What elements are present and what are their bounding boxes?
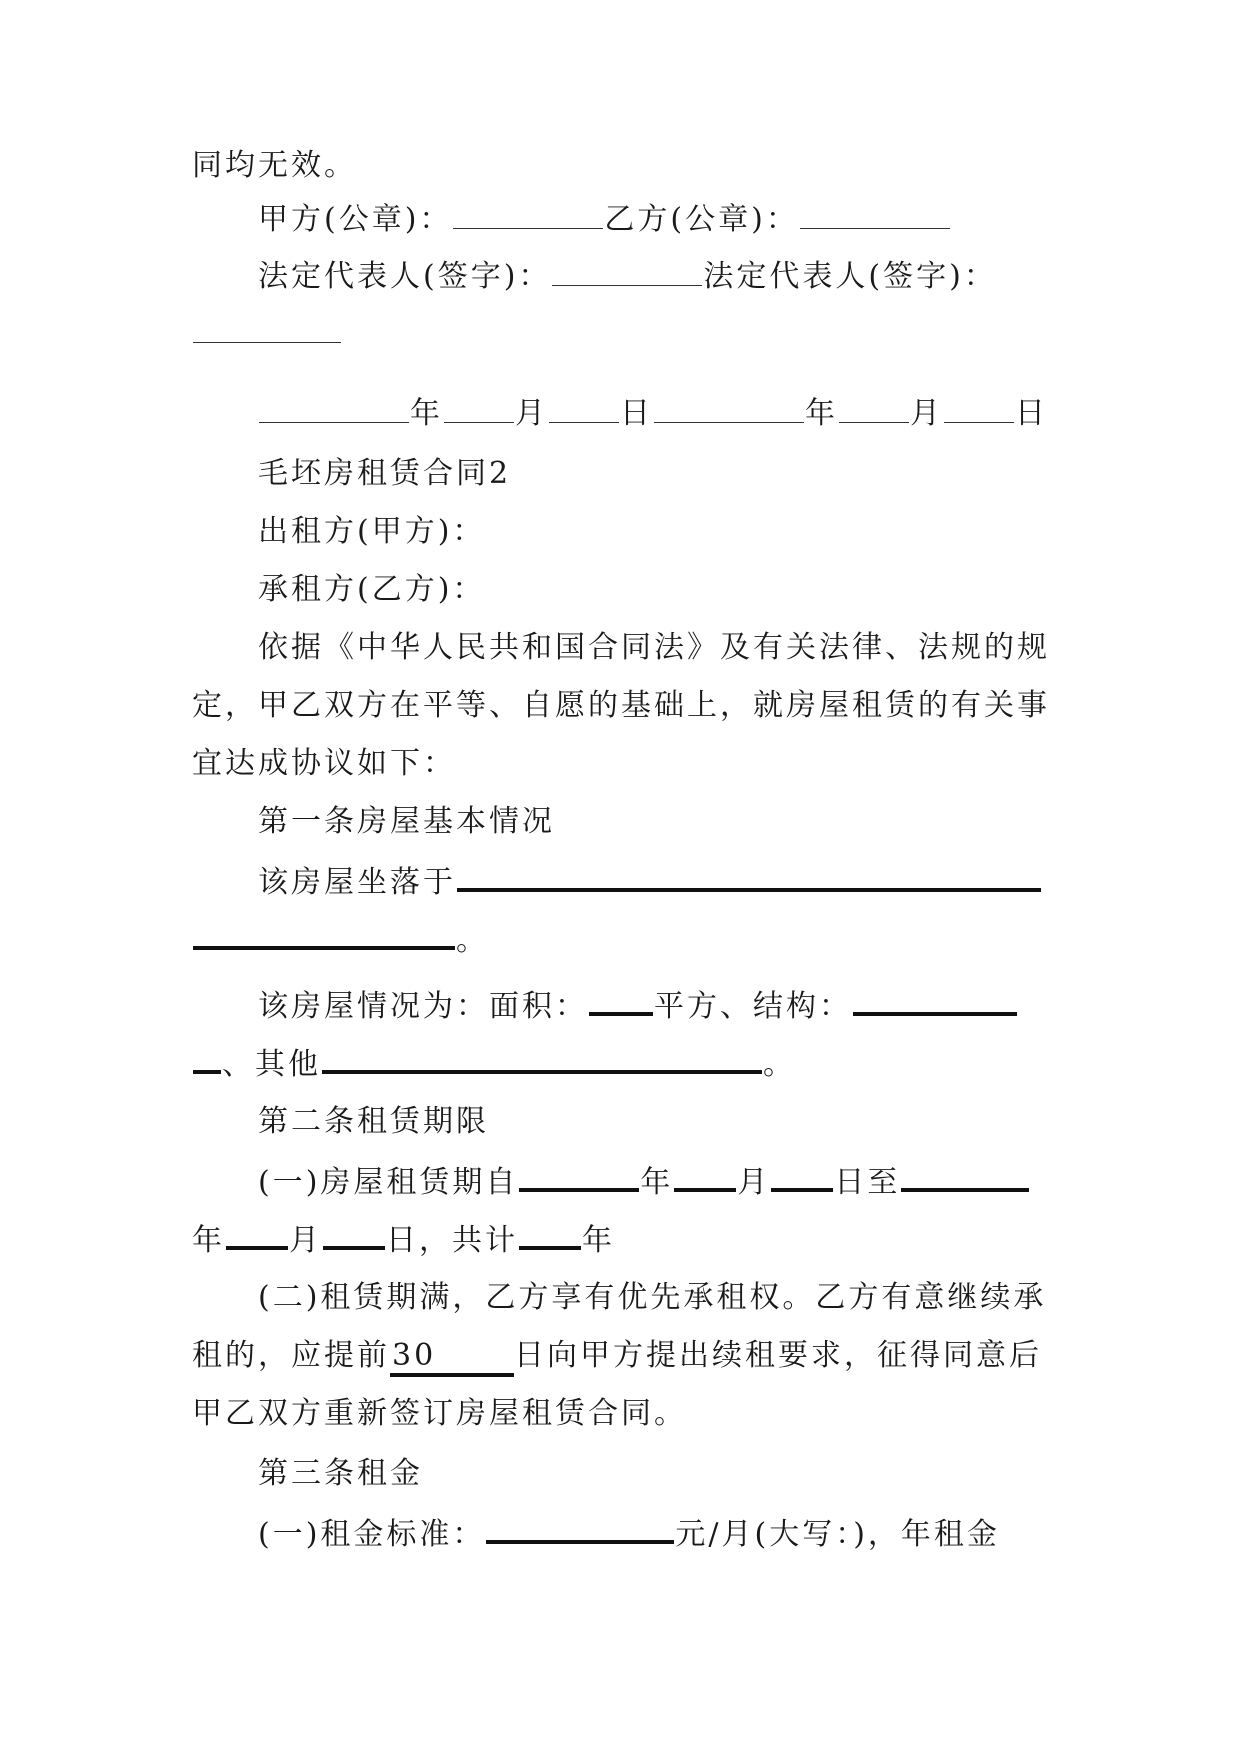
signature-line-seal [258,198,951,242]
text-line [258,1276,1046,1320]
date-line [258,392,1048,436]
condition-line-cont [192,1040,796,1087]
lessor-line [258,510,485,554]
text: 宜达成协议如下： [192,746,456,781]
blank-field [193,1040,221,1074]
text: 承租方(乙方)： [258,572,486,607]
blank-field [800,198,950,229]
text: 第二条租赁期限 [258,1104,489,1139]
text: 第三条租金 [258,1456,423,1491]
text: 。 [456,923,489,958]
location-line [258,858,1042,905]
article-heading [258,800,555,844]
term-line [258,1158,1030,1205]
text: 元/月(大写：)，年租金 [675,1517,1000,1552]
text: 第一条房屋基本情况 [258,804,555,839]
blank-field [193,916,455,950]
blank-field [901,1158,1029,1192]
text: 。 [763,1047,796,1082]
blank-field [193,312,341,343]
day-label: 日 [1015,396,1048,431]
year-label: 年 [192,1223,225,1258]
text: 依据《中华人民共和国合同法》及有关法律、法规的规 [258,630,1050,665]
blank-field [552,255,702,286]
text: 毛坯房租赁合同2 [258,456,512,491]
party-b-rep-label: 法定代表人(签字)： [703,259,997,294]
blank-field [226,1216,288,1250]
blank-field [549,392,619,423]
blank-field [486,1510,674,1544]
text: 、其他 [222,1047,321,1082]
blank-field [453,198,603,229]
text: 租的，应提前 [192,1338,390,1373]
text: 日，共计 [386,1223,518,1258]
text: 出租方(甲方)： [258,514,486,549]
blank-field [674,1158,736,1192]
year-label: 年 [640,1165,674,1200]
month-label: 月 [737,1165,771,1200]
text: (二)租赁期满，乙方享有优先承租权。乙方有意继续承 [258,1280,1047,1315]
renew-line [192,1334,1042,1378]
text-line [258,626,1050,670]
blank-field [322,1040,762,1074]
blank-field [519,1216,581,1250]
blank-field [944,392,1014,423]
text: (一)租金标准： [258,1517,486,1552]
text: 同均无效。 [192,148,357,183]
text: 日至 [834,1165,901,1200]
text: 定，甲乙双方在平等、自愿的基础上，就房屋租赁的有关事 [192,688,1050,723]
rent-line [258,1510,1000,1557]
blank-field [259,392,409,423]
blank-field [444,392,514,423]
blank-field [457,858,1041,892]
text: (一)房屋租赁期自 [258,1165,519,1200]
blank-field [771,1158,833,1192]
year-label: 年 [805,396,838,431]
renew-days-value: 30 [390,1339,514,1377]
party-a-rep-label: 法定代表人(签字)： [258,259,552,294]
text: 该房屋坐落于 [258,865,456,900]
text: 该房屋情况为：面积： [258,989,588,1024]
condition-line [258,982,1018,1029]
month-label: 月 [515,396,548,431]
blank-line [192,312,342,356]
text: 日向甲方提出续租要求，征得同意后 [514,1338,1042,1373]
blank-field [853,982,1017,1016]
lessee-line [258,568,485,612]
month-label: 月 [289,1223,322,1258]
article-heading [258,1100,489,1144]
blank-field [654,392,804,423]
text-line [192,742,456,786]
year-label: 年 [582,1223,615,1258]
term-line-cont [192,1216,615,1263]
blank-field [519,1158,639,1192]
text-line [192,684,1050,728]
blank-field [839,392,909,423]
year-label: 年 [410,396,443,431]
signature-line-rep [258,255,997,299]
text-line [192,144,357,188]
blank-field [589,982,653,1016]
text-line [192,1392,687,1436]
location-line-cont [192,916,489,963]
text: 平方、结构： [654,989,852,1024]
party-a-seal-label: 甲方(公章)： [258,202,453,237]
day-label: 日 [620,396,653,431]
article-heading [258,1452,423,1496]
contract-title [258,452,511,496]
text: 甲乙双方重新签订房屋租赁合同。 [192,1396,687,1431]
month-label: 月 [910,396,943,431]
party-b-seal-label: 乙方(公章)： [604,202,799,237]
blank-field [323,1216,385,1250]
